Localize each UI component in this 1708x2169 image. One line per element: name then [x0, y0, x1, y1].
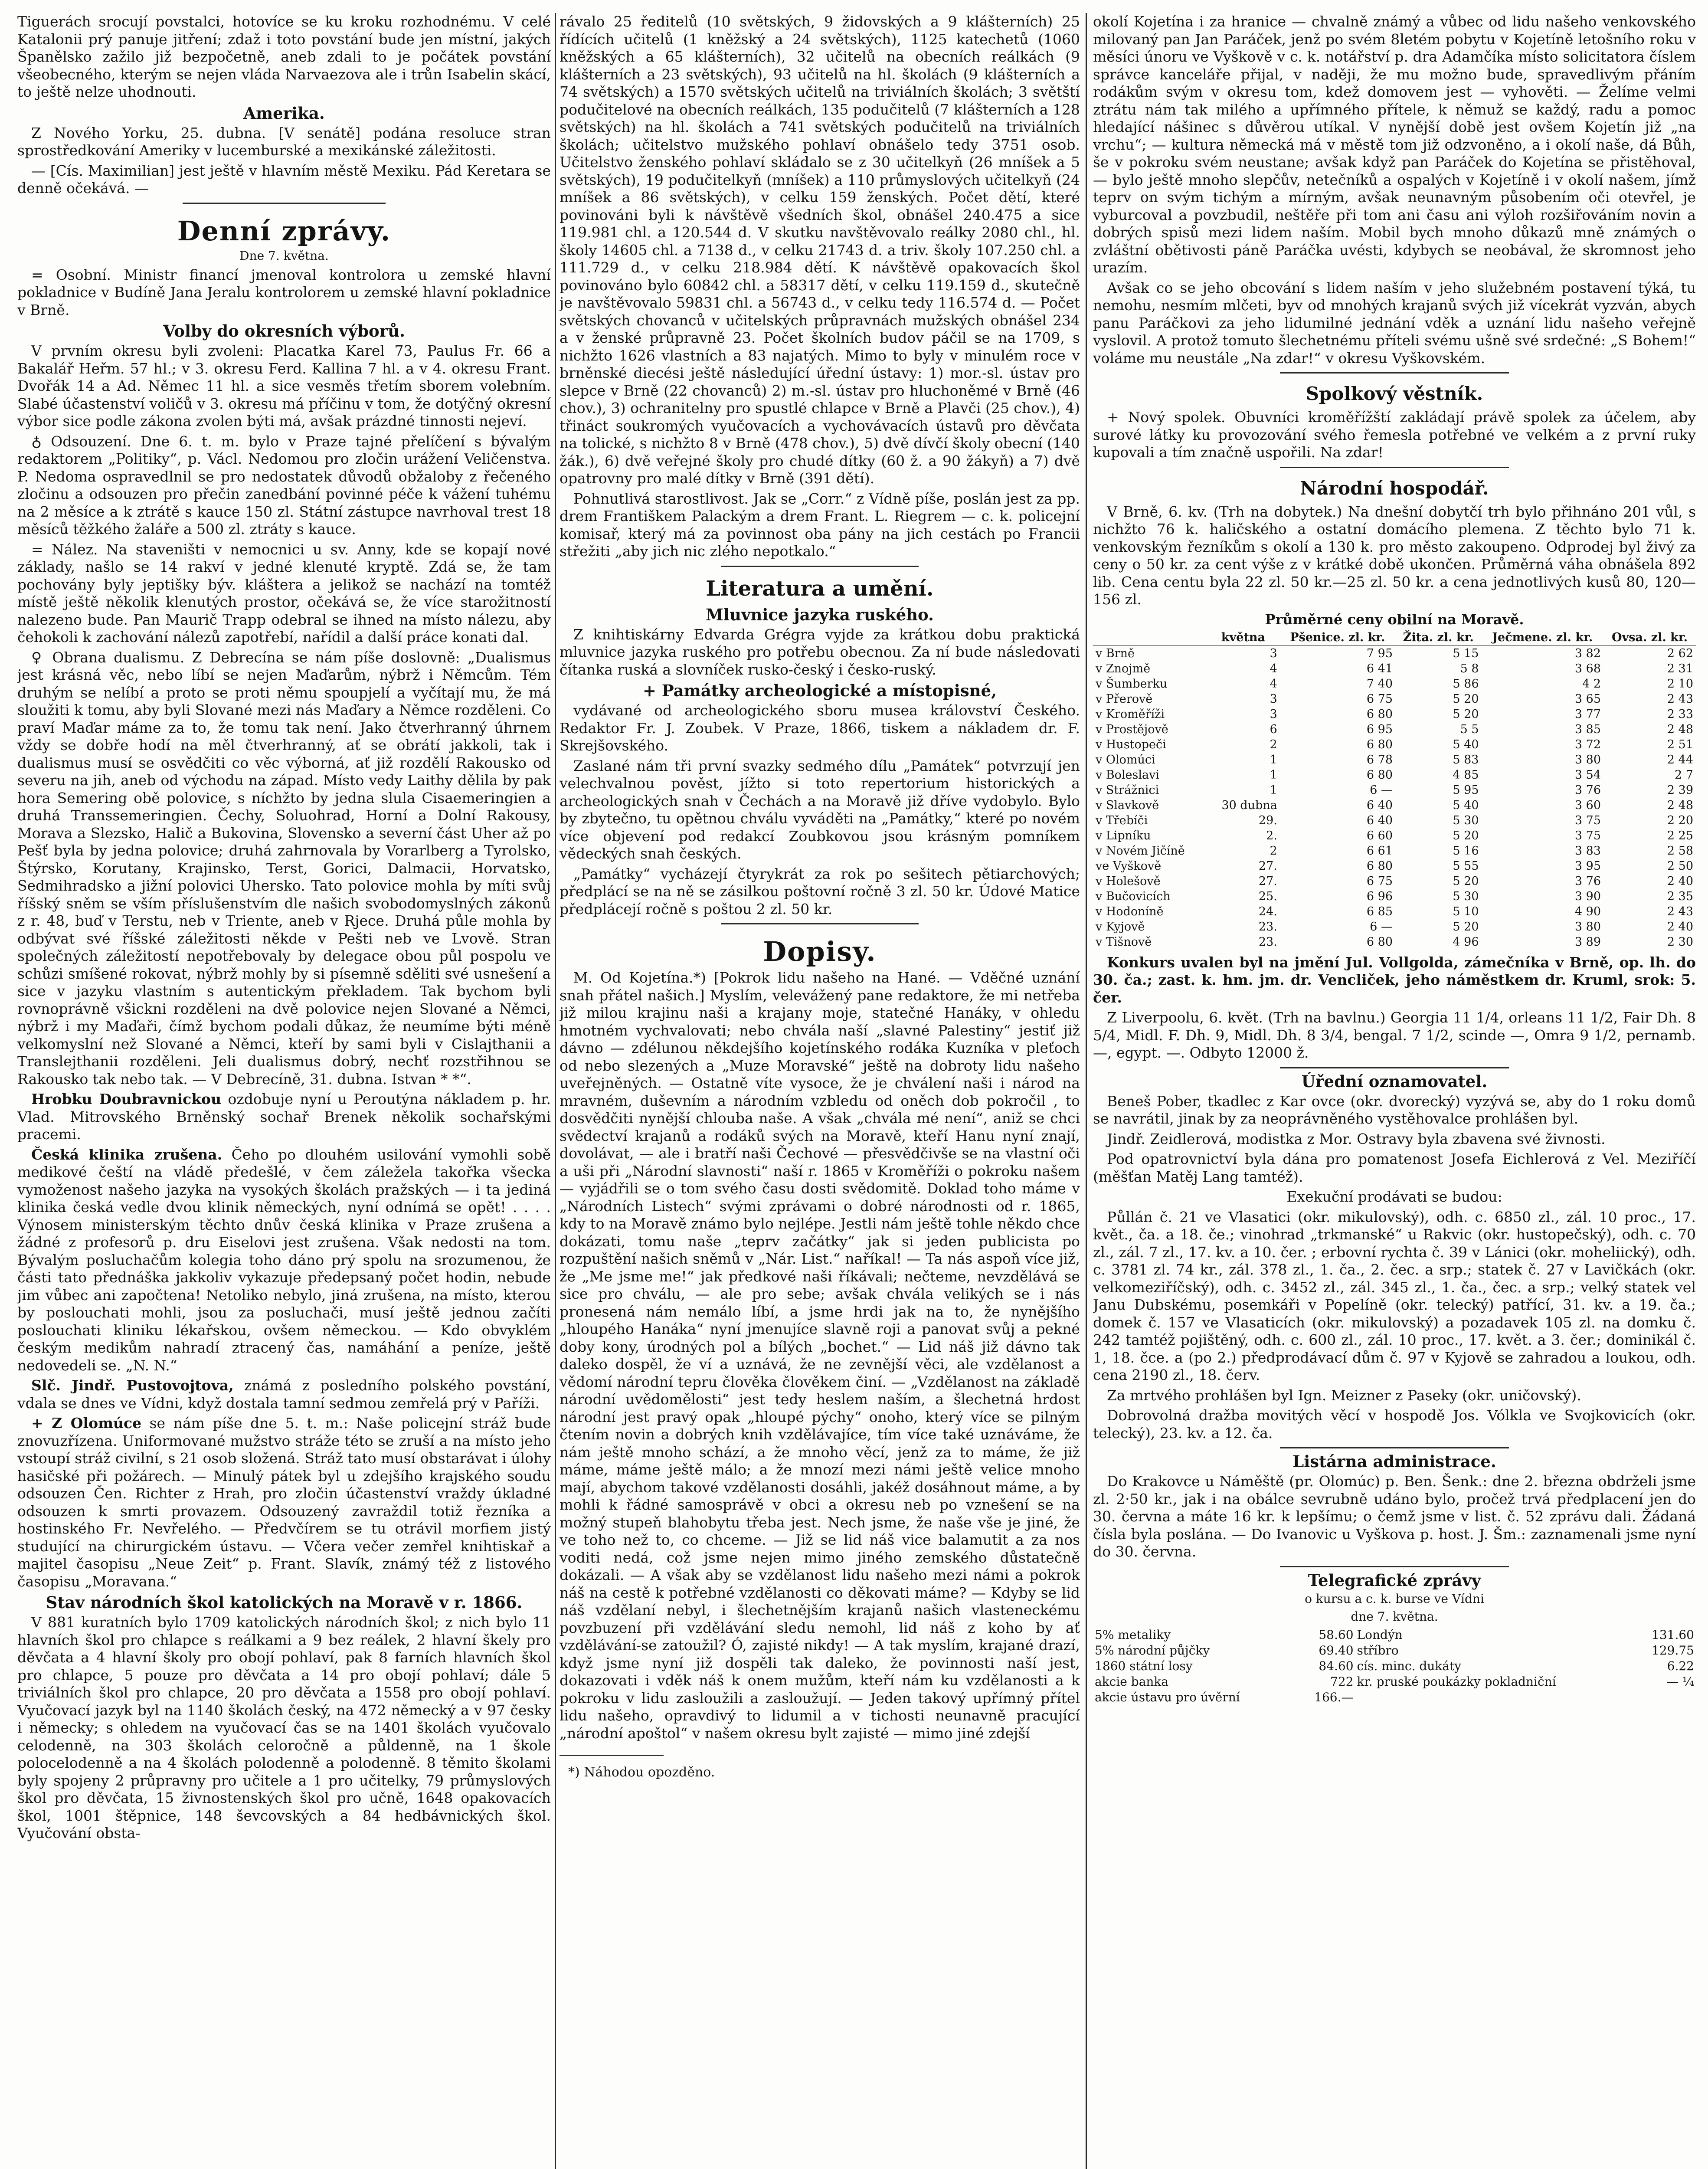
exchange-name: Londýn: [1357, 1627, 1403, 1642]
klinika-paragraph: Čeho po dlouhém usilování vymohli sobě medikové čeští na vládě předešlé, v čem záležela takořka všecka vymoženost našeho jazyka na vysokých školách pražských — i ta jediná klinika česká vedle dvou klinik německých, nyní odnímá se opět! . . . . Výnosem ministerským těchto dnův česká klinika v Praze zrušena a žádné z profesorů p. dru Eiselovi jest zrušena. Však nedosti na tom. Bývalým posluchačům kolegia toho dáno prý spolu na srozumenou, že části tato přednáška jakkoliv vykazuje předepsaný počet hodin, nebude jim vůbec ani započtena! Netoliko nebylo, jiná zrušena, na místo, kterou by poslouchati mohli, jsou za posluchači, musí ještě jednou začíti poslouchati kliniku lékařskou, ovšem německou. — Kdo obvyklém českým medikům nahradí ztracený čas, namáhání a peníze, ještě nedovedeli se. „N. N.“: [17, 1146, 551, 1374]
footnote-rule: [560, 1755, 664, 1756]
grain-jecmen: 3 90: [1574, 889, 1601, 903]
grain-place: v Hodoníně: [1096, 904, 1164, 918]
grain-day: 27.: [1258, 874, 1277, 888]
pustovojtova-heading: Slč. Jindř. Pustovojtova,: [31, 1377, 234, 1394]
grain-jecmen: 3 85: [1574, 722, 1601, 736]
uredni-heading: Úřední oznamovatel.: [1301, 1071, 1488, 1091]
exchange-name: cís. minc. dukáty: [1357, 1658, 1462, 1673]
grain-oves: 2 58: [1667, 844, 1693, 858]
listarna-heading: Listárna administrace.: [1292, 1452, 1496, 1471]
grain-place: v Bučovicích: [1096, 889, 1171, 903]
grain-jecmen: 3 82: [1574, 646, 1601, 660]
literatura-heading: Literatura a umění.: [706, 576, 934, 601]
telegraf-date: dne 7. května.: [1351, 1609, 1438, 1624]
grain-oves: 2 44: [1667, 753, 1693, 767]
grain-row: [1093, 767, 1696, 783]
grain-zita: 5 5: [1460, 722, 1479, 736]
grain-jecmen: 3 77: [1574, 707, 1601, 721]
column-rule: [555, 13, 556, 2169]
uredni-paragraph-6: Za mrtvého prohlášen byl Ign. Meizner z Paseky (okr. uničovský).: [1107, 1386, 1581, 1404]
grain-day: 25.: [1258, 889, 1277, 903]
nalez-paragraph: = Nález. Na staveništi v nemocnici u sv. Anny, kde se kopají nové základy, našlo se 14 rakví v jedné klenuté kryptě. Zdá se, že tam pochovány byly jeptišky býv. kláštera a jelikož se nachází na tomtéž místě ještě několik klenutých prostor, očekává se, že více starožitností nalezeno bude. Pan Maurič Trapp odebral se ihned na místo nálezu, aby čehokoli k zachování nálezů zapotřebí, nařídil a další práce konati dal.: [17, 541, 551, 645]
grain-row: [1093, 813, 1696, 828]
grain-jecmen: 3 72: [1574, 737, 1601, 751]
exchange-name: stříbro: [1357, 1643, 1399, 1658]
grain-row: [1093, 645, 1696, 661]
grain-jecmen: 3 95: [1574, 859, 1601, 873]
grain-place: v Tišnově: [1096, 935, 1152, 949]
grain-row: [1093, 737, 1696, 752]
grain-zita: 5 55: [1453, 859, 1479, 873]
maximilian-paragraph: — [Cís. Maximilian] jest ještě v hlavním městě Mexiku. Pád Keretara se denně očekává. —: [17, 162, 551, 197]
grain-oves: 2 10: [1667, 677, 1693, 691]
grain-day: 2.: [1266, 829, 1277, 842]
grain-row: [1093, 661, 1696, 676]
telegraf-heading: Telegrafické zprávy: [1308, 1570, 1481, 1590]
grain-oves: 2 7: [1675, 768, 1693, 782]
grain-row: [1093, 843, 1696, 858]
grain-zita: 4 85: [1453, 768, 1479, 782]
grain-oves: 2 33: [1667, 707, 1693, 721]
pamatky-heading: + Památky archeologické a místopisné,: [642, 681, 997, 700]
grain-row: [1093, 676, 1696, 691]
grain-zita: 5 40: [1453, 798, 1479, 812]
grain-oves: 2 35: [1667, 889, 1693, 903]
grain-psenice: 6 —: [1370, 783, 1393, 797]
grain-zita: 5 30: [1453, 889, 1479, 903]
exchange-empty: [1355, 1690, 1633, 1705]
denni-date: Dne 7. května.: [239, 248, 329, 263]
odsouzeni-paragraph: ♁ Odsouzení. Dne 6. t. m. bylo v Praze tajné přelíčení s bývalým redaktorem „Politiky“, p. Václ. Nedomou pro zločin urážení Veličenstva. P. Nedoma ospravedlnil se pro nedostatek důvodů obžaloby z řečeného zločinu a odsouzen pro přečin zanedbání povinné péče k vážení tuhému na 2 měsíce a k ztrátě s kauce 150 zl. Státní zástupce navrhoval trest 18 měsíců těžkého žaláře a 500 zl. ztráty s kauce.: [17, 432, 551, 537]
grain-col-zita: Žita. zl. kr.: [1395, 629, 1482, 646]
avsak-paragraph: Avšak co se jeho obcování s lidem naším v jeho služebném postavení týká, tu nemohu, nesmím mlčeti, byv od mnohých krajanů svých již vícekrát vyzván, abych panu Paráčkovi za jeho lidumilné jednání vděk a uznání lidu našeho veřejně vyslovil. A protož tomuto šlechetnému příteli svému ušně své srdečné: „S Bohem!“ voláme mu neustále „Na zdar!“ v okresu Vyškovském.: [1093, 279, 1696, 367]
newyork-paragraph: Z Nového Yorku, 25. dubna. [V senátě] podána resoluce stran sprostředkování Ameriky v lucemburské a mexikánské záležitosti.: [17, 124, 551, 159]
grain-day: 27.: [1258, 859, 1277, 873]
exchange-value: 6.22: [1667, 1658, 1694, 1673]
grain-place: v Holešově: [1096, 874, 1161, 888]
pamatky-paragraph: vydávané od archeologického sboru musea království Českého. Redaktor Fr. J. Zoubek. V Praze, 1866, tiskem a nákladem dr. F. Skrejšovského.: [560, 702, 1080, 754]
grain-psenice: 7 40: [1366, 677, 1393, 691]
grain-psenice: 6 78: [1366, 753, 1393, 767]
olomuce-heading: + Z Olomúce: [31, 1415, 142, 1432]
grain-place: v Přerově: [1096, 692, 1153, 706]
grain-place: v Strážnici: [1096, 783, 1159, 797]
grain-row: [1093, 752, 1696, 767]
section-divider: [1280, 1566, 1509, 1567]
exchange-row: [1093, 1658, 1696, 1674]
grain-zita: 5 20: [1453, 829, 1479, 842]
konkurs-paragraph: Konkurs uvalen byl na jmění Jul. Vollgolda, zámečníka v Brně, op. lh. do 30. ča.; zast. k. hm. jm. dr. Vencliček, jeho náměstkem dr. Kruml, srok: 5. čer.: [1093, 953, 1696, 1006]
grain-day: 29.: [1258, 813, 1277, 827]
grain-zita: 5 20: [1453, 920, 1479, 934]
grain-zita: 5 30: [1453, 813, 1479, 827]
grain-zita: 5 20: [1453, 692, 1479, 706]
grain-psenice: 6 80: [1366, 859, 1393, 873]
grain-day: 3: [1270, 692, 1277, 706]
section-divider: [1280, 467, 1509, 468]
grain-oves: 2 40: [1667, 874, 1693, 888]
exchange-row: [1093, 1690, 1696, 1705]
exchange-name: akcie ústavu pro úvěrní: [1095, 1690, 1240, 1704]
grain-place: v Kroměříži: [1096, 707, 1165, 721]
pustovojtova-paragraph: známá z posledního polského povstání, vdala se dnes ve Vídni, když dostala tamní sedmou zemřelá prý v Paříži.: [17, 1377, 551, 1412]
grain-place: v Olomúci: [1096, 753, 1155, 767]
grain-day: 1: [1270, 768, 1277, 782]
mluvnice-paragraph: Z knihtiskárny Edvarda Grégra vyjde za krátkou dobu praktická mluvnice jazyka ruského pro potřebu obecnou. Za ní bude následovati čítanka ruská a slovníček rusko-český i česko-ruský.: [560, 626, 1080, 678]
grain-place: v Kyjově: [1096, 920, 1145, 934]
exchange-value: 722: [1330, 1674, 1354, 1689]
grain-row: [1093, 691, 1696, 707]
listarna-paragraph: Do Krakovce u Náměště (pr. Olomúc) p. Ben. Šenk.: dne 2. března obdrželi jsme zl. 2·50 kr., jak i na obálce sevrubně udáno bylo, pročež trvá předplacení jen do 30. června a máte 16 kr. k lepšímu; o čemž jsme v list. č. 52 zprávu dali. Žádaná čísla byla poslána. — Do Ivanovic u Vyškova p. host. J. Šm.: zaznamenali jsme nyní do 30. června.: [1093, 1473, 1696, 1560]
grain-psenice: 6 41: [1366, 662, 1393, 675]
exchange-value: 58.60: [1319, 1627, 1354, 1642]
grain-place: ve Vyškově: [1096, 859, 1162, 873]
hrobku-heading: Hrobku Doubravnickou: [31, 1091, 222, 1107]
exchange-value: 166.—: [1314, 1690, 1354, 1704]
grain-oves: 2 62: [1667, 646, 1693, 660]
grain-jecmen: 3 83: [1574, 844, 1601, 858]
grain-jecmen: 4 90: [1574, 904, 1601, 918]
grain-col-place: [1093, 629, 1207, 646]
grain-day: 2: [1270, 737, 1277, 751]
grain-day: 1: [1270, 783, 1277, 797]
exchange-value: 129.75: [1652, 1643, 1694, 1658]
grain-row: [1093, 934, 1696, 950]
grain-jecmen: 3 60: [1574, 798, 1601, 812]
grain-jecmen: 3 76: [1574, 874, 1601, 888]
exchange-row: [1093, 1643, 1696, 1658]
grain-col-oves: Ovsa. zl. kr.: [1603, 629, 1696, 646]
grain-place: v Slavkově: [1096, 798, 1159, 812]
grain-row: [1093, 783, 1696, 798]
grain-row: [1093, 889, 1696, 904]
grain-row: [1093, 874, 1696, 889]
grain-day: 24.: [1258, 904, 1277, 918]
grain-place: v Lipníku: [1096, 829, 1151, 842]
section-divider: [721, 923, 919, 924]
grain-place: v Šumberku: [1096, 677, 1168, 691]
exchange-value: — ¼: [1666, 1674, 1694, 1689]
grain-zita: 5 20: [1453, 707, 1479, 721]
grain-day: 3: [1270, 646, 1277, 660]
grain-jecmen: 3 80: [1574, 753, 1601, 767]
kojetin-letter-continued: okolí Kojetína i za hranice — chvalně známý a vůbec od lidu našeho venkovského milovaný pan Jan Paráček, jenž po svém 8letém pobytu v Kojetíně letošního roku v měsíci únoru ve Vyškově v c. k. notářství p. dra Adamčíka místo solicitatora číslem správce kanceláře přijal, v naději, že mu možno bude, spravedlivým přáním rodákům svým v okresu tom, kdež domovem jest — vyhověti. — Želíme velmi ztrátu nám tak milého a upřímného přítele, k němuž se každý, radu a pomoc hledající nášinec s důvěrou utíkal. V nynější době jest ovšem Kojetín již „na vrchu“; — kultura německá má v městě tom již odzvoněno, a i okolí naše, dá Bůh, še v pokroku svém neustane; avšak když pan Paráček do Kojetína se přistěhoval, — bylo ještě mnoho slepčův, netečníků a ospalých v Kojetíně i v okolí našem, jímž teprv on svým tichým a mírným, avšak neunavným působením oči otevřel, je vyburcoval a povzbudil, neštěře při tom ani času ani výloh rozšiřováním novin a dobrých spisů mezi lidem naším. Mobil bych mnoho důkazů mně známých o zvláštní obětivosti páně Paráčka uvésti, kdybych se neobával, že skromnost jeho urazím.: [1093, 13, 1696, 276]
pohnutliva-paragraph: Pohnutlivá starostlivost. Jak se „Corr.“ z Vídně píše, poslán jest za pp. drem Františkem Palackým a drem Frant. L. Riegrem — c. k. policejní komisař, který má za povinnost oba pány na jich cestách po Francii střežiti „aby jich nic zlého nepotkalo.“: [560, 490, 1080, 560]
grain-psenice: 6 61: [1366, 844, 1393, 858]
grain-jecmen: 3 75: [1574, 813, 1601, 827]
grain-row: [1093, 798, 1696, 813]
grain-day: 1: [1270, 753, 1277, 767]
grain-psenice: 6 80: [1366, 737, 1393, 751]
olomuce-paragraph: se nám píše dne 5. t. m.: Naše policejní stráž bude znovuzřízena. Uniformované mužstvo stráže této se zruší a na místo jeho vstoupí stráž civilní, s 21 osob složená. Stráž tato musí obstarávat i úlohy hasičské při požárech. — Minulý pátek byl u zdejšího krajského soudu odsouzen Čen. Richter z Hrah, pro zločin účastenství vraždy úkladné odsouzen k smrti provazem. Odsouzený zavraždil totiž řezníka a hostinského Fr. Nevřelého. — Předvčírem se tu otrávil morfiem jistý studující na chirurgickém ústavu. — Včera večer zemřel knihtiskař a majitel časopisu „Neue Zeit“ p. Frant. Slavík, známý též z listového časopisu „Moravana.“: [17, 1415, 551, 1590]
grain-col-day: května: [1207, 629, 1280, 646]
column-right: [1093, 13, 1696, 2169]
grain-row: [1093, 919, 1696, 934]
grain-price-table: [1093, 629, 1696, 950]
grain-oves: 2 40: [1667, 920, 1693, 934]
grain-row: [1093, 828, 1696, 843]
section-divider: [183, 203, 385, 204]
intro-paragraph: Tiguerách srocují povstalci, hotovíce se ku kroku rozhodnému. V celé Katalonii prý panuje jitření; zdaž i toto povstání bude jen místní, jakých Španělsko zažilo již bezpočetně, aneb zdali to je počátek povstání všeobecného, kterým se nejen vláda Narvaezova ale i trůn Isabelin skácí, to ještě nelze uhodnouti.: [17, 13, 551, 100]
grain-jecmen: 3 76: [1574, 783, 1601, 797]
column-rule: [1086, 13, 1087, 2169]
pamatky-paragraph-2: Zaslané nám tři první svazky sedmého dílu „Památek“ potvrzují jen velechvalnou pověst, jížto si toto repertorium historických a archeologických snah v Čechách a na Moravě již dříve vydobylo. Bylo by zbytečno, tu opětnou chválu vyváděti na „Památky,“ které po novém více objevení pod redakcí Zoubkovou jsou krásným pomníkem vědeckých snah českých.: [560, 757, 1080, 862]
grain-oves: 2 39: [1667, 783, 1693, 797]
exchange-value: 69.40: [1319, 1643, 1354, 1658]
grain-jecmen: 3 54: [1574, 768, 1601, 782]
grain-day: 2: [1270, 844, 1277, 858]
grain-zita: 5 40: [1453, 737, 1479, 751]
grain-row: [1093, 707, 1696, 722]
grain-psenice: 7 95: [1366, 646, 1393, 660]
mluvnice-heading: Mluvnice jazyka ruského.: [706, 605, 934, 624]
grain-jecmen: 3 89: [1574, 935, 1601, 949]
grain-row: [1093, 904, 1696, 919]
grain-oves: 2 30: [1667, 935, 1693, 949]
grain-zita: 5 86: [1453, 677, 1479, 691]
telegraf-subheading: o kursu a c. k. burse ve Vídni: [1305, 1591, 1484, 1606]
section-divider: [1280, 372, 1509, 374]
exchange-name: 5% národní půjčky: [1095, 1643, 1210, 1658]
grain-oves: 2 51: [1667, 737, 1693, 751]
grain-row: [1093, 858, 1696, 874]
grain-row: [1093, 722, 1696, 737]
uredni-paragraph-4: Exekuční prodávati se budou:: [1286, 1188, 1502, 1205]
grain-psenice: 6 80: [1366, 768, 1393, 782]
uredni-paragraph-1: Beneš Pober, tkadlec z Kar ovce (okr. dvorecký) vyzývá se, aby do 1 roku domů se navrátil, jinak by za neoprávněného vystěhovalce prohlášen byl.: [1093, 1092, 1696, 1127]
footnote: *) Náhodou opozděno.: [568, 1765, 715, 1780]
grain-zita: 4 96: [1453, 935, 1479, 949]
schools-continued-paragraph: rávalo 25 ředitelů (10 světských, 9 židovských a 9 klášterních) 25 řídících učitelů (1 kněžský a 24 světských), 1125 katechetů (1060 kněžských a 65 klášterních), 32 učitelů na obecních reálkách (9 klášterních a 23 světských), 93 učitelů na hl. školách (9 klášterních a 74 světských) a 1570 světských učitelů na triviálních školách; 3 světští podučitelové na obecních reálkách, 135 podučitelů (7 klášterních a 128 světských) na hl. školách a 741 světských podučitelů na triviálních školách; učitelstvo mužského pohlaví obnášelo tedy 3751 osob. Učitelstvo ženského pohlaví skládalo se z 30 učitelkyň (26 mníšek a 5 světských), 19 podučitelkyň (mníšek) a 110 průmyslových učitelkyň (24 mníšek a 86 světských), v celku 159 ženských. Počet dětí, které povinováni byli k návštěvě všedních škol, obnášel 240.475 a sice 119.981 chl. a 120.544 d. V skutku navštěvovalo reálky 2080 chl., hl. školy 14605 chl. a 7138 d., v celku 21743 d. a triv. školy 107.250 chl. a 111.729 d., v celku 218.984 dětí. K návštěvě opakovacích škol povinováno bylo 60842 chl. a 58317 dětí, v celku 119.159 d., skutečně je navštěvovalo 59831 chl. a 56743 d., v celku tedy 116.574 d. — Počet světských chovanců v učitelských průpravnách mužských obnášel 234 a v ženské průpravně 23. Počet školních budov páčil se na 1709, s nichžto 1626 vlastních a 83 najatých. Mimo to byly v minulém roce v brněnské diecési ještě následující úřední ústavy: 1) mor.-sl. ústav pro slepce v Brně (22 chovanců) 2) m.-sl. ústav pro hluchoněmé v Brně (46 chov.), 3) ochranitelny pro spustlé chlapce v Brně a Plavči (25 chov.), 4) třináct soukromých vyučovacích a vychovávacích ústavů pro děvčata na tolické, s nichžto 8 v Brně (478 chov.), 5) dvě dívčí školy obecní (140 žák.), 6) dvě veřejné školy pro chudé dítky (60 ž. a 90 žákyň) a 7) dvě opatrovny pro malé dítky v Brně (391 dětí).: [560, 13, 1080, 487]
kojetin-letter: M. Od Kojetína.*) [Pokrok lidu našeho na Hané. — Vděčné uznání snah přátel našich.] Myslím, velevážený pane redaktore, že mi netřeba již milou krajinu naši a krajany moje, statečné Hanáky, v ohledu hmotném vychvalovati; nebo chvála naší „slavné Palestiny“ jestiť již dávno — zdélunou někdejšího kojetínského rodáka Kuzníka v pleťoch od nebo slezených a „Muze Moravské“ ještě na dobroty lidu našeho uveřejněných. — Ostatně víte vysoce, že je chválení naši i národ na mravném, duševním a národním vzbledu od oněch dob pokročil , to dosvědčiti nynější chlouba naše. A však „chvála mé není“, aniž se chci svědectví krajanů a rodáků svých na Moravě, kteří Hanu nyní znají, dovolávat, — ale i bratří naši Čechové — přesvědčivše se na vlastní oči a uši při „Národní slavnosti“ naší r. 1865 v Kroměříži o pokroku našem — vyjádřili se o tom svého času dosti svědomitě. Doklad toho máme v „Národních Listech“ svými zprávami o dobré národnosti od r. 1865, kdy to na Moravě známo bylo nejlépe. Jestli nám ještě tohle někdo chce dokázati, tomu naše „teprv začátky“ jak si jeden publicista po rozpuštění našich sněmů v „Nár. List.“ naříkal! — Ta nás aspoň více již, že „Me jsme me!“ jak předkové naši říkávali; nečteme, nevzdělává se sice pro chválu, — ale pro sebe; avšak chvála velikých se i nás pronesená nám nemálo líbí, a jsme hrdi jak na to, že nynějšího „hloupého Hanáka“ nyní jmenujíce slavně roji a panovat svůj a pekné doby kony, úrodných pol a bílých „bochet.“ — Lid náš již dávno tak daleko dospěl, že ví a uznává, že ne zevnější věci, ale vzdělanost a vědomí národní tepru člověka člověkem činí. — „Vzdělanost na základě národní uvědomělosti“ jest tedy heslem naším, a šlechetná hrdost národní jest pravý opak „hloupé pýchy“ onoho, který více se pilným čtením novin a dobrých knih vzdělávajíce, tím více také uznáváme, že nám ještě mnoho schází, a že mnoho věcí, jenž za to máme, že již máme, máme ještě málo; a že mnozí mezi námi ještě velice mnoho mají, abychom takové vzdělanosti dosáhli, jakéž dosáhnout máme, a by mohli k řádné samosprávě v obci a okresu neb po vznešení se na možný stupeň blahobytu třeba jest. Nech jsme, že naše vše je jiné, že ve toho než to, co chceme. — Již se lid náš vice balamutit a za nos voditi nedá, což jsme nejen mimo jiného zemského důstatečně dokázali. — A však aby se vzdělanost lidu našeho mezi námi a pokrok náš na cestě k potřebné vzdělanosti co děkovati máme? — Kdyby se lid náš vzdělaní nebyl, i šlechetnějším krajanů našich vlasteneckému povzbuzení při vzdělávání sledu nemohl, lid náš z koho by ať vzdělávání-se zatoužil? Ó, zajisté nikdy! — A tak myslím, krajané drazí, když jsme nyní již dospěli tak daleko, že povinnosti naší jest, dokazovati i vděk náš k onem mužům, kteří nám ku vzdělanosti a k pokroku v lidu zasloužili a zasloužují. — Jeden takový upřímný přítel lidu našeho, opravdivý to lidumil a v tichosti neunavně pracující „národní apoštol“ v našem okresu bylt zajisté — mimo jiné zdejší: [560, 969, 1080, 1742]
grain-zita: 5 15: [1453, 646, 1479, 660]
grain-zita: 5 95: [1453, 783, 1479, 797]
section-divider: [721, 566, 919, 567]
grain-oves: 2 48: [1667, 722, 1693, 736]
osobni-paragraph: = Osobní. Ministr financí jmenoval kontrolora u zemské hlavní pokladnice v Budíně Jana Jeralu kontrolorem u zemské hlavní pokladnice v Brně.: [17, 266, 551, 318]
grain-zita: 5 10: [1453, 904, 1479, 918]
grain-place: v Třebíči: [1096, 813, 1148, 827]
column-middle: [560, 13, 1080, 2169]
grain-place: v Znojmě: [1096, 662, 1151, 675]
grain-jecmen: 3 80: [1574, 920, 1601, 934]
grain-psenice: 6 96: [1366, 889, 1393, 903]
grain-psenice: 6 40: [1366, 813, 1393, 827]
section-divider: [1280, 1447, 1509, 1448]
grain-oves: 2 50: [1667, 859, 1693, 873]
pamatky-paragraph-3: „Památky“ vycházejí čtyrykrát za rok po sešitech pětiarchových; předplácí se na ně se zásilkou poštovní ročně 3 zl. 50 kr. Údové Matice předplácejí ročně s poštou 2 zl. 50 kr.: [560, 865, 1080, 917]
grain-zita: 5 20: [1453, 874, 1479, 888]
grain-psenice: 6 60: [1366, 829, 1393, 842]
grain-psenice: 6 95: [1366, 722, 1393, 736]
exchange-row: [1093, 1674, 1696, 1690]
grain-psenice: 6 85: [1366, 904, 1393, 918]
dopisy-heading: Dopisy.: [763, 936, 877, 967]
exchange-value: 131.60: [1652, 1627, 1694, 1642]
exchange-name: 5% metaliky: [1095, 1627, 1171, 1642]
exchange-name: kr. pruské poukázky pokladniční: [1357, 1674, 1556, 1689]
hrobku-paragraph: ozdobuje nyní u Peroutýna nákladem p. hr. Vlad. Mitrovského Brněnský sochař Brenek několik sochařskými pracemi.: [17, 1091, 551, 1143]
section-divider: [1280, 1067, 1509, 1068]
spolek-paragraph: + Nový spolek. Obuvníci kroměřížští zakládají právě spolek za účelem, aby surové látky ku provozování svého řemesla potřebné ve velkém a z první ruky kupovali a tím značně uspořili. Na zdar!: [1093, 409, 1696, 461]
volby-paragraph: V prvním okresu byli zvoleni: Placatka Karel 73, Paulus Fr. 66 a Bakalář Heřm. 57 hl.; v 3. okresu Ferd. Kallina 7 hl. a v 4. okresu Frant. Dvořák 14 a Ad. Němec 11 hl. a sice vesměs třetím sborem volebním. Slabé účastenství voličů v 3. okresu má příčinu v tom, že dotýčný okresní výbor sice podle zákona zvolen býti má, avšak prázdné tinnosti nejeví.: [17, 342, 551, 429]
hospodar-heading: Národní hospodář.: [1300, 477, 1489, 499]
america-heading: Amerika.: [243, 103, 325, 123]
grain-psenice: 6 75: [1366, 692, 1393, 706]
column-left: [17, 13, 551, 2169]
denni-zpravy-heading: Denní zprávy.: [177, 215, 391, 247]
grain-place: v Hustopeči: [1096, 737, 1166, 751]
grain-jecmen: 4 2: [1582, 677, 1601, 691]
uredni-paragraph-3: Pod opatrovnictví byla dána pro pomatenost Josefa Eichlerová z Vel. Meziříčí (měšťan Matěj Lang tamtéž).: [1093, 1150, 1696, 1185]
grain-day: 6: [1270, 722, 1277, 736]
uredni-paragraph-2: Jindř. Zeidlerová, modistka z Mor. Ostravy byla zbavena své živnosti.: [1107, 1130, 1606, 1147]
obrana-paragraph: ♀ Obrana dualismu. Z Debrecína se nám píše doslovně: „Dualismus jest krásná věc, nebo líbí se nejen Maďarům, nýbrž i Němcům. Tém druhým se nelíbí a proto se proti němu spoupjelí a vyčítají mu, že má sloužiti k tomu, aby byli Slované mezi nás Maďary a Němce rozděleni. Co praví Maďar máme za to, že tomu tak není. Jako čtverhranný úhrnem vždy se dobře hodí na měl čtverhranný, ať se obrátí jakkoli, tak i dualismus musí se osvědčiti co věc výborná, ať již rozdělí Rakousko od severu na jih, aneb od východu na západ. Místo vedy Laithy dělila by pak hora Semering obě polovice, s níchžto by jedna slula Cisaemeringien a druhá Transsemeringien. Čechy, Soluohrad, Horní a Dolní Rakousy, Morava a Slezsko, Halič a Bukovina, Slovensko a severní část Uher až po Pešť byla by jedna polovice; druhá zahrnovala by Vorarlberg a Tyrolsko, Štýrsko, Korutany, Krajinsko, Terst, Gorici, Dalmacii, Horvatsko, Sedmihradsko a jižní polovici Uhersko. Tato polovice mohla by míti svůj říšský sněm se vším příslušenstvím dle našich svobodomyslných zákonů z r. 48, buď v Terstu, neb v Triente, aneb v Rjece. Druhá půle mohla by odbývat své říšské záležitosti někde v Pešti neb ve Lvově. Stran společných záležitostí nepotřebovaly by delegace obou půl pospolu ve schůzi smíšené rokovat, nýbrž mohly by si písemně sděliti své usnešení a sice v jazyku vlastním s autentickým překladem. Tak bychom byli rovnoprávně všickni rozděleni na dvě polovice nejen Slované a Němci, nýbrž i my Maďaři, čímž bychom podali důkaz, že neumíme býti méně velkomyslní než Slované a Němci, kteří by sami byli v Cislajthanii a Translejthanii rozděleni. Jeli dualismus dobrý, nechť rozstřihnou se Rakousko tak nebo tak. — V Debrecíně, 31. dubna. Istvan * *“.: [17, 649, 551, 1088]
grain-psenice: 6 80: [1366, 707, 1393, 721]
grain-place: v Boleslavi: [1096, 768, 1160, 782]
exchange-empty: [1633, 1690, 1696, 1705]
uredni-paragraph-5: Půllán č. 21 ve Vlasatici (okr. mikulovský), odh. c. 6850 zl., zál. 10 proc., 17. květ., ča. a 18. če.; vinohrad „trkmanské“ u Rakvic (okr. hustopečský), odh. c. 70 zl., zál. 7 zl., 17. kv. a 10. čer. ; erbovní rychta č. 39 v Lánici (okr. moheliický), odh. c. 3781 zl. 74 kr., zál. 378 zl., 1. ča., 2. čec. a srp.; statek č. 27 v Lavičkách (okr. velkomeziříčský), odh. c. 3452 zl., zál. 345 zl., 1. ča., čec. a srp.; velký statek vel Janu Dubskému, posemkáři v Popelíně (okr. telecký) patřící, 31. kv. a 19. ča.; domek č. 157 ve Vlasaticích (okr. mikulovský) a pozadavek 105 zl. na domku č. 242 tamtéž pojištěný, odh. c. 600 zl., zál. 10 proc., 17. květ. a 3. čer.; dominikál č. 1, 18. čce. a (po 2.) předprodávací dům č. 97 v Kyjově se zahradou a loukou, odh. cena 2190 zl., 18. červ.: [1093, 1208, 1696, 1383]
liverpool-paragraph: Z Liverpoolu, 6. květ. (Trh na bavlnu.) Georgia 11 1/4, orleans 11 1/2, Fair Dh. 8 5/4, Midl. F. Dh. 9, Midl. Dh. 8 3/4, bengal. 7 1/2, scinde —, Omra 9 1/2, pernamb. —, egypt. —. Odbyto 12000 ž.: [1093, 1009, 1696, 1061]
grain-col-jecmen: Ječmene. zl. kr.: [1482, 629, 1604, 646]
grain-oves: 2 25: [1667, 829, 1693, 842]
grain-oves: 2 48: [1667, 798, 1693, 812]
grain-psenice: 6 75: [1366, 874, 1393, 888]
grain-psenice: 6 —: [1370, 920, 1393, 934]
grain-jecmen: 3 68: [1574, 662, 1601, 675]
stav-paragraph: V 881 kuratních bylo 1709 katolických národních škol; z nich bylo 11 hlavních škol pro chlapce s reálkami a 9 bez reálek, 2 hlavní škely pro děvčata a 4 hlavní školy pro obojí pohlaví, pak 8 farních hlavních škol pro chlapce, 5 pouze pro děvčata a 14 pro obojí pohlaví; dále 5 triviálních škol pro chlapce, 20 pro děvčata a 1558 pro obojí pohlaví. Vyučovací jazyk byl na 1140 školách český, na 472 německý a v 97 česky i německy; s ohledem na vyučovací čas se na 1401 školách vyučovalo celodenně, na 303 školách celoročně a půldenně, na 1 škole polocelodenně a na 4 školách polodenně a polodenně. 8 těmito školami byly spojeny 2 průpravny pro učitele a 1 pro učitelky, 79 průmyslových škol pro děvčata, 15 živnostenských škol pro učně, 1648 opakovacích škol, 1001 štěpnice, 148 ševcovských a 84 hedbávnických škol. Vyučování obsta-: [17, 1614, 551, 1841]
uredni-paragraph-7: Dobrovolná dražba movitých věcí v hospodě Jos. Vólkla ve Svojkovicích (okr. telecký), 23. kv. a 12. ča.: [1093, 1407, 1696, 1442]
grain-day: 4: [1270, 662, 1277, 675]
grain-jecmen: 3 75: [1574, 829, 1601, 842]
exchange-row: [1093, 1627, 1696, 1643]
grain-day: 23.: [1258, 935, 1277, 949]
grain-place: v Prostějově: [1096, 722, 1168, 736]
klinika-heading: Česká klinika zrušena.: [31, 1146, 222, 1163]
brno-market-paragraph: V Brně, 6. kv. (Trh na dobytek.) Na dnešní dobytčí trh bylo přihnáno 201 vůl, s nichžto 76 k. haličského a ostatní domácího plemena. Z těchto bylo 71 k. venkovským řezníkům s okolí a 130 k. pro město zakoupeno. Odprodej byl živý za ceny o 50 kr. za cent výše z v krátké době ukončen. Průměrná váha obnášela 892 lib. Cena centu byla 22 zl. 50 kr.—25 zl. 50 kr. a cena jednotlivých kusů 80, 120—156 zl.: [1093, 503, 1696, 608]
grain-oves: 2 43: [1667, 904, 1693, 918]
grain-zita: 5 8: [1460, 662, 1479, 675]
grain-day: 4: [1270, 677, 1277, 691]
exchange-name: 1860 státní losy: [1095, 1658, 1193, 1673]
exchange-value: 84.60: [1319, 1658, 1354, 1673]
stav-heading: Stav národních škol katolických na Moravě v r. 1866.: [46, 1593, 523, 1612]
grain-oves: 2 31: [1667, 662, 1693, 675]
grain-psenice: 6 40: [1366, 798, 1393, 812]
exchange-name: akcie banka: [1095, 1674, 1169, 1689]
grain-jecmen: 3 65: [1574, 692, 1601, 706]
grain-oves: 2 43: [1667, 692, 1693, 706]
grain-zita: 5 83: [1453, 753, 1479, 767]
spolkovy-heading: Spolkový věstník.: [1306, 383, 1483, 404]
exchange-rate-table: [1093, 1627, 1696, 1705]
grain-day: 3: [1270, 707, 1277, 721]
grain-heading: Průměrné ceny obilní na Moravě.: [1265, 611, 1524, 628]
grain-place: v Brně: [1096, 646, 1135, 660]
grain-day: 23.: [1258, 920, 1277, 934]
grain-zita: 5 16: [1453, 844, 1479, 858]
grain-place: v Novém Jičíně: [1096, 844, 1185, 858]
grain-oves: 2 20: [1667, 813, 1693, 827]
volby-heading: Volby do okresních výborů.: [163, 321, 405, 341]
grain-psenice: 6 80: [1366, 935, 1393, 949]
grain-col-psenice: Pšenice. zl. kr.: [1280, 629, 1395, 646]
grain-day: 30 dubna: [1221, 798, 1277, 812]
